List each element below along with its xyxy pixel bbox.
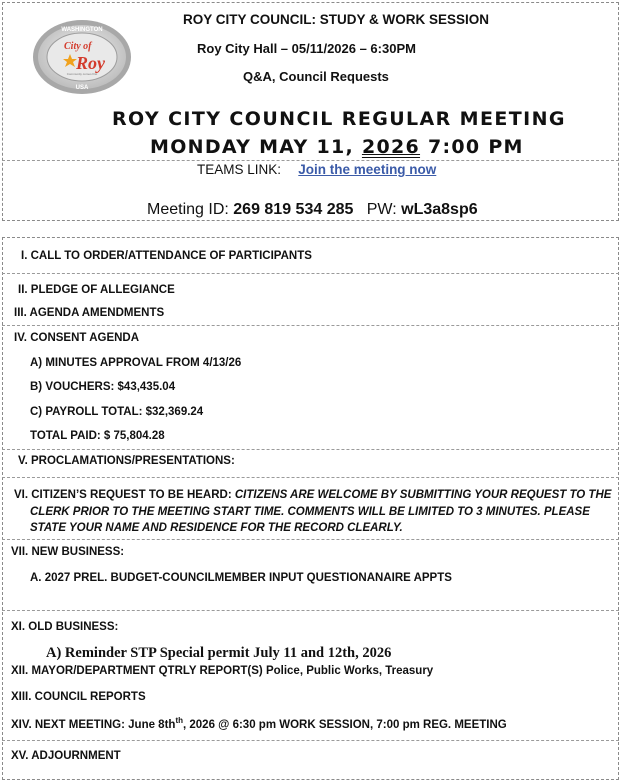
meeting-id-label: Meeting ID: bbox=[147, 201, 229, 218]
teams-join-link[interactable]: Join the meeting now bbox=[298, 162, 437, 177]
consent-item-a: A) MINUTES APPROVAL FROM 4/13/26 bbox=[30, 357, 242, 369]
xiv-post: , 2026 @ 6:30 pm WORK SESSION, 7:00 pm REG. MEETING bbox=[183, 718, 507, 731]
vi-line1: CITIZENS ARE WELCOME BY SUBMITTING YOUR REQUEST TO THE bbox=[234, 489, 612, 501]
logo-tagline: Community comes first bbox=[66, 72, 98, 76]
agenda-item-xiv bbox=[11, 716, 507, 731]
meeting-datetime bbox=[150, 136, 524, 158]
agenda-divider bbox=[2, 539, 619, 540]
agenda-divider bbox=[2, 610, 619, 611]
pw-value: wL3a8sp6 bbox=[401, 201, 478, 218]
meeting-id-value: 269 819 534 285 bbox=[233, 201, 354, 218]
agenda-item-v: V. PROCLAMATIONS/PRESENTATIONS: bbox=[18, 455, 235, 467]
header-line3: Q&A, Council Requests bbox=[243, 69, 389, 84]
page-title: ROY CITY COUNCIL REGULAR MEETING bbox=[112, 108, 566, 130]
vi-line2: CLERK PRIOR TO THE MEETING START TIME. COMMENTS WILL BE LIMITED TO 3 MINUTES. PLEASE bbox=[30, 506, 590, 518]
meeting-id-row bbox=[147, 201, 478, 219]
meeting-datetime-pre: MONDAY MAY 11, bbox=[150, 136, 362, 158]
header-divider bbox=[2, 160, 619, 161]
agenda-item-xiii: XIII. COUNCIL REPORTS bbox=[11, 691, 146, 703]
xiv-sup: th bbox=[175, 716, 183, 725]
consent-total: TOTAL PAID: $ 75,804.28 bbox=[30, 430, 165, 442]
agenda-item-iii: III. AGENDA AMENDMENTS bbox=[14, 307, 165, 319]
consent-item-c: C) PAYROLL TOTAL: $32,369.24 bbox=[30, 406, 204, 418]
agenda-divider bbox=[2, 740, 619, 741]
vi-line3: STATE YOUR NAME AND RESIDENCE FOR THE RECORD CLEARLY. bbox=[30, 522, 403, 534]
roy-city-logo bbox=[30, 17, 134, 97]
new-business-item-a: A. 2027 PREL. BUDGET-COUNCILMEMBER INPUT QUESTIONANAIRE APPTS bbox=[30, 572, 452, 584]
agenda-item-xii: XII. MAYOR/DEPARTMENT QTRLY REPORT(S) Police, Public Works, Treasury bbox=[11, 665, 434, 677]
teams-label: TEAMS LINK: bbox=[197, 162, 282, 177]
agenda-item-xv: XV. ADJOURNMENT bbox=[11, 750, 121, 762]
logo-top-arc: WASHINGTON bbox=[61, 27, 103, 33]
agenda-item-i: I. CALL TO ORDER/ATTENDANCE OF PARTICIPANTS bbox=[21, 250, 312, 262]
header-line1: ROY CITY COUNCIL: STUDY & WORK SESSION bbox=[183, 12, 490, 27]
teams-link-row bbox=[197, 162, 436, 177]
vi-lead: VI. CITIZEN’S REQUEST TO BE HEARD: bbox=[14, 489, 235, 501]
agenda-divider bbox=[2, 325, 619, 326]
logo-city: City of bbox=[64, 41, 92, 52]
agenda-item-vi bbox=[14, 489, 611, 501]
meeting-datetime-post: 7:00 PM bbox=[420, 136, 524, 158]
agenda-item-vii: VII. NEW BUSINESS: bbox=[11, 546, 125, 558]
pw-label: PW: bbox=[366, 201, 397, 218]
consent-item-b: B) VOUCHERS: $43,435.04 bbox=[30, 381, 176, 393]
xiv-pre: XIV. NEXT MEETING: June 8th bbox=[11, 718, 176, 731]
logo-name: Roy bbox=[76, 53, 105, 73]
agenda-item-xi: XI. OLD BUSINESS: bbox=[11, 621, 119, 633]
meeting-year: 2026 bbox=[361, 136, 421, 158]
old-business-item-a: A) Reminder STP Special permit July 11 and 12th, 2026 bbox=[46, 645, 392, 661]
header-line2: Roy City Hall – 05/11/2026 – 6:30PM bbox=[197, 41, 416, 56]
agenda-item-ii: II. PLEDGE OF ALLEGIANCE bbox=[18, 284, 175, 296]
logo-bottom: USA bbox=[75, 85, 89, 91]
agenda-divider bbox=[2, 449, 619, 450]
agenda-divider bbox=[2, 273, 619, 274]
agenda-item-iv: IV. CONSENT AGENDA bbox=[14, 332, 140, 344]
agenda-divider bbox=[2, 477, 619, 478]
